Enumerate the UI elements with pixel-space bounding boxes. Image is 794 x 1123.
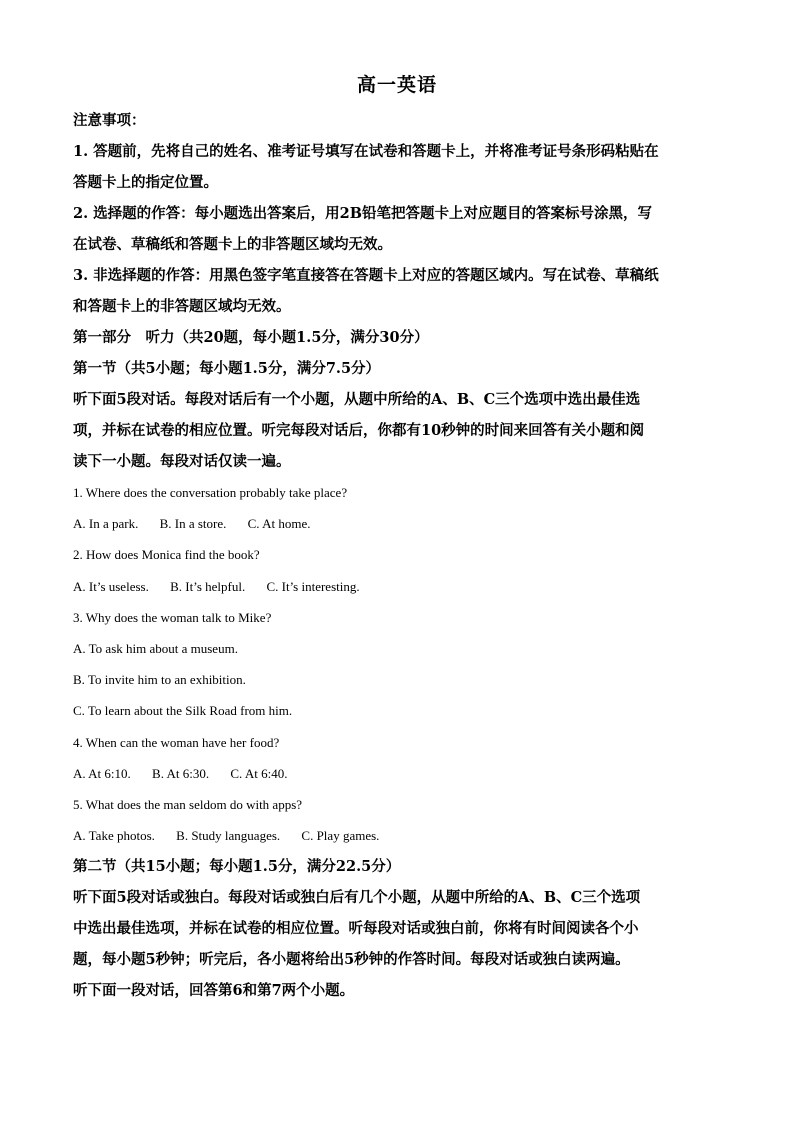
option-a: A. In a park. [73, 516, 139, 532]
section2-instruction: 听下面一段对话，回答第6和第7两个小题。 [73, 982, 355, 1000]
option-c: C. It’s interesting. [266, 578, 360, 594]
option-c: C. Play games. [301, 828, 380, 844]
option-b: B. At 6:30. [152, 765, 210, 781]
notice-heading: 注意事项： [73, 112, 146, 129]
option-b: B. To invite him to an exhibition. [73, 672, 246, 688]
option-c: C. At 6:40. [230, 765, 288, 781]
section2-instruction: 听下面5段对话或独白。每段对话或独白后有几个小题，从题中所给的A、B、C三个选项 [73, 889, 641, 907]
question-options [73, 571, 723, 602]
notice-line: 和答题卡上的非答题区域均无效。 [73, 298, 291, 315]
question-options [73, 758, 723, 789]
notice-line: 答题卡上的指定位置。 [73, 174, 218, 191]
notice-line: 3. 非选择题的作答：用黑色签字笔直接答在答题卡上对应的答题区域内。写在试卷、草稿纸 [73, 267, 659, 284]
part1-heading: 第一部分 听力（共20题，每小题1.5分，满分30分） [73, 329, 429, 346]
section2-instruction: 题，每小题5秒钟；听完后，各小题将给出5秒钟的作答时间。每段对话或独白读两遍。 [73, 951, 630, 969]
section1-instruction: 读下一小题。每段对话仅读一遍。 [73, 453, 291, 470]
section2-instruction: 中选出最佳选项，并标在试卷的相应位置。听每段对话或独白前，你将有时间阅读各个小 [73, 920, 639, 938]
section1-instruction: 听下面5段对话。每段对话后有一个小题，从题中所给的A、B、C三个选项中选出最佳选 [73, 391, 641, 408]
question-options [73, 508, 723, 539]
question-stem: 3. Why does the woman talk to Mike? [73, 609, 272, 625]
option-b: B. In a store. [159, 516, 227, 532]
section2-heading: 第二节（共15小题；每小题1.5分，满分22.5分） [73, 858, 401, 876]
option-a: A. At 6:10. [73, 765, 131, 781]
notice-line: 2. 选择题的作答：每小题选出答案后，用2B铅笔把答题卡上对应题目的答案标号涂黑，写 [73, 205, 653, 222]
question-stem: 4. When can the woman have her food? [73, 734, 280, 750]
question-options [73, 820, 723, 851]
option-c: C. At home. [247, 516, 311, 532]
question-stem: 5. What does the man seldom do with apps? [73, 796, 303, 812]
section1-heading: 第一节（共5小题；每小题1.5分，满分7.5分） [73, 360, 381, 377]
notice-line: 1. 答题前，先将自己的姓名、准考证号填写在试卷和答题卡上，并将准考证号条形码粘贴在 [73, 143, 659, 160]
option-a: A. Take photos. [73, 828, 155, 844]
section1-instruction: 项，并标在试卷的相应位置。听完每段对话后，你都有10秒钟的时间来回答有关小题和阅 [73, 422, 645, 439]
notice-line: 在试卷、草稿纸和答题卡上的非答题区域均无效。 [73, 236, 392, 253]
question-stem: 2. How does Monica find the book? [73, 547, 260, 563]
option-a: A. To ask him about a museum. [73, 640, 238, 656]
option-c: C. To learn about the Silk Road from him. [73, 703, 293, 719]
option-b: B. Study languages. [176, 828, 281, 844]
exam-content [73, 105, 723, 1006]
page-title: 高一英语 [356, 74, 437, 96]
option-a: A. It’s useless. [73, 578, 149, 594]
option-b: B. It’s helpful. [170, 578, 246, 594]
question-stem: 1. Where does the conversation probably take place? [73, 485, 348, 500]
